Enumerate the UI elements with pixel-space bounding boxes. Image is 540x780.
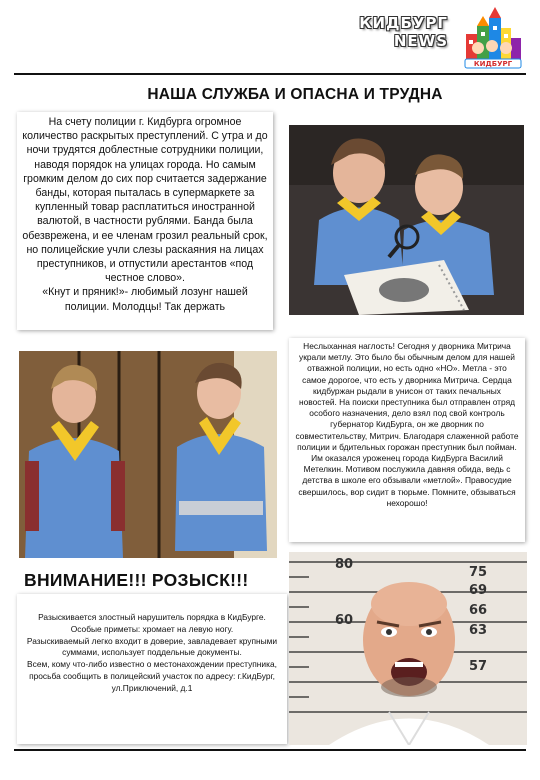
logo-text: КИДБУРГ xyxy=(473,60,513,68)
wanted-line-1: Разыскивается злостный нарушитель порядка в КидБурге. xyxy=(38,612,266,622)
wanted-line-2: Особые приметы: хромает на левую ногу. xyxy=(70,623,234,634)
police-article-box xyxy=(17,112,273,330)
scale-69: 69 xyxy=(469,583,488,598)
newspaper-brand xyxy=(359,14,448,50)
brand-title: КИДБУРГ xyxy=(359,14,448,32)
broom-article-box xyxy=(289,338,525,542)
scale-63: 63 xyxy=(469,623,488,638)
brand-subtitle: NEWS xyxy=(393,32,448,50)
top-rule xyxy=(14,73,526,75)
scale-80: 80 xyxy=(335,557,354,572)
broom-article-text: Неслыханная наглость! Сегодня у дворника Митрича украли метлу. Это было бы обычным делом для нашей отважной полиции, но есть одно «НО». Метла - это самое дорогое, что есть у дворника Митрича. Сердца кидбуржан рыдали в унисон от таких печальных новостей. На поиски преступника был отправлен отряд особого назначения, дело взял под свой контроль губернатор КидБурга, он же дворник по совместительству, Митрич. Благодаря слаженной работе полиции и бдительных горожан преступник был пойман. Им оказался уроженец города КидБурга Василий Метелкин. Мотивом послужила давняя обида, ведь с детства в школе его обзывали «метлой». Правосудие свершилось, вор сидит в тюрьме. Помните, обзываться нехорошо! xyxy=(295,341,519,508)
photo-boys-standing xyxy=(19,351,277,558)
wanted-line-4: Всем, кому что-либо известно о местонахождении преступника, просьба сообщить в полицейский участок по адресу: г.КидБург, ул.Приключений, д.1 xyxy=(27,659,277,693)
bottom-rule xyxy=(14,749,526,751)
scale-57: 57 xyxy=(469,659,488,674)
photo-boys-magnifier xyxy=(289,125,524,315)
wanted-line-3: Разыскиваемый легко входит в доверие, завладевает крупными суммами, использует поддельные документы. xyxy=(26,635,278,658)
police-article-text: На счету полиции г. Кидбурга огромное количество раскрытых преступлений. С утра и до ночи трудятся доблестные сотрудники полиции, наводя порядок на улицах города. Но самым громким делом до сих пор считается задержание банды, которая пыталась в супермаркете за купленный товар расплатиться иностранной валютой, в частности рублями. Банда была обезврежена, и ее членам грозил реальный срок, но полицейские учли слезы раскаяния на лицах преступников, и отпустили арестантов «под честное слово». xyxy=(22,116,268,285)
photo-mugshot xyxy=(289,552,527,745)
scale-60: 60 xyxy=(335,613,354,628)
police-slogan: «Кнут и пряник!»- любимый лозунг нашей полиции. Молодцы! Так держать xyxy=(42,286,248,313)
page-headline: НАША СЛУЖБА И ОПАСНА И ТРУДНА xyxy=(147,86,443,103)
wanted-title: ВНИМАНИЕ!!! РОЗЫСК!!! xyxy=(24,570,249,590)
kidburg-logo xyxy=(462,4,524,70)
wanted-notice-box xyxy=(17,594,287,744)
scale-66: 66 xyxy=(469,603,488,618)
scale-75: 75 xyxy=(469,565,488,580)
